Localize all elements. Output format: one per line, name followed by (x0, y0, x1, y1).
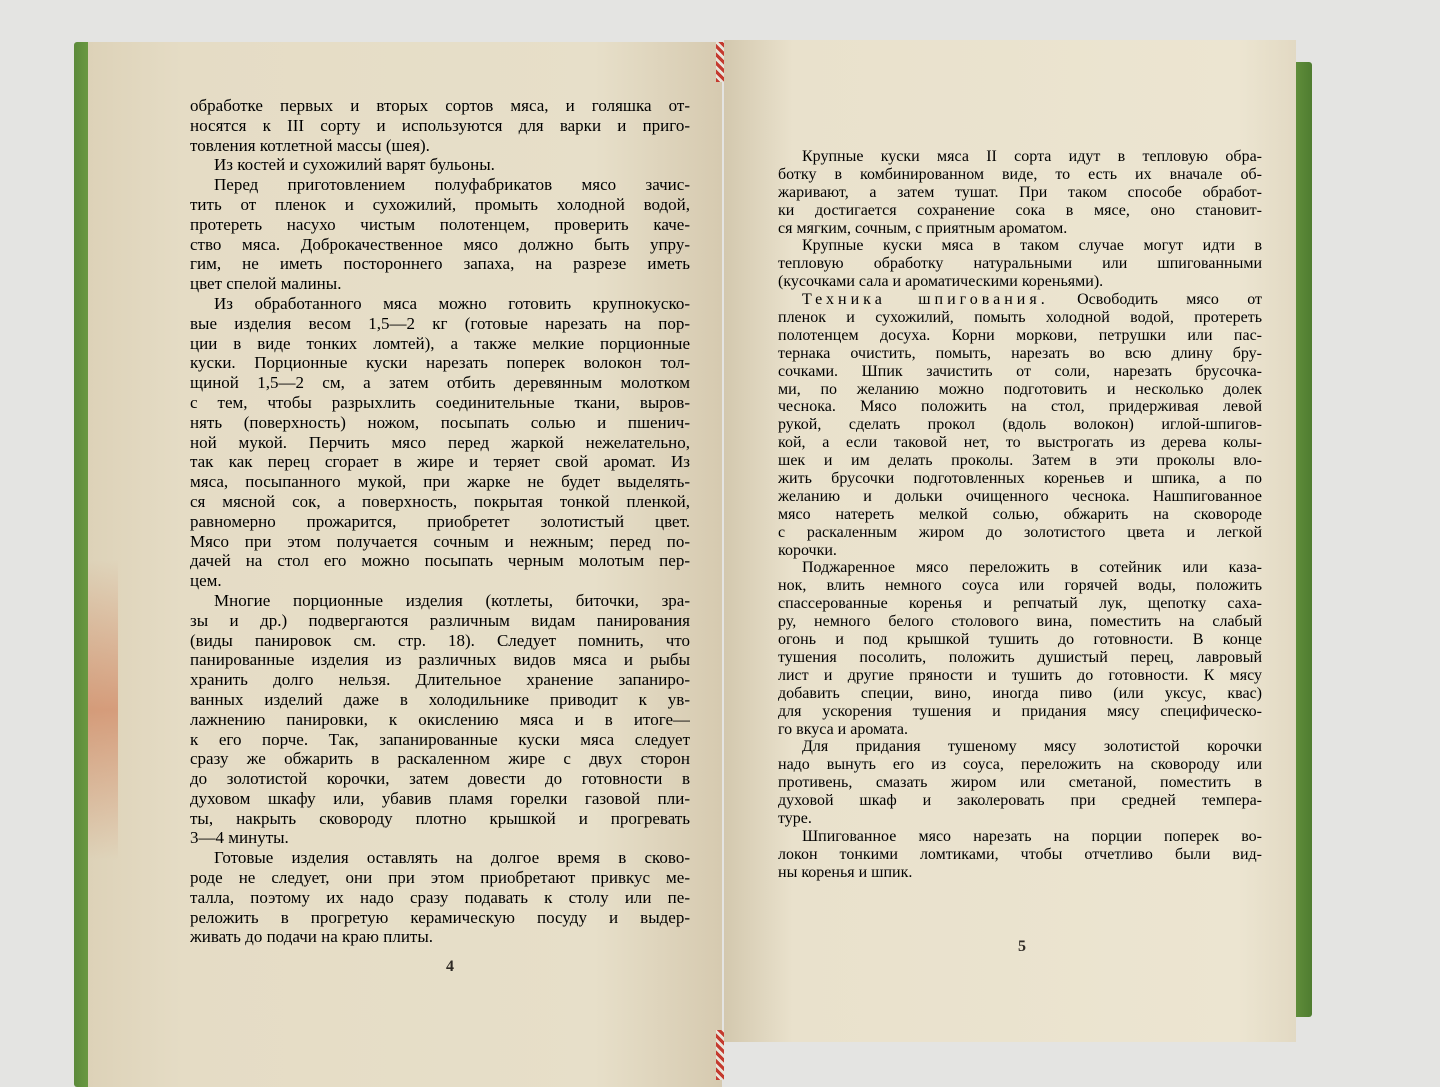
text-line (778, 327, 1262, 345)
line-text: духовом шкафу или, убавив пламя горелки газовой пли- (190, 788, 690, 808)
text-line (778, 470, 1262, 488)
line-text: так как перец сгорает в жире и теряет свой аромат. Из (190, 452, 690, 472)
text-line (778, 685, 1262, 703)
line-text: гим, не иметь постороннего запаха, на разрезе иметь (190, 254, 690, 274)
line-text: туре. (778, 809, 812, 827)
line-text: Крупные куски мяса в таком случае могут идти в (802, 237, 1262, 255)
line-text: ся мясной сок, а поверхность, покрытая тонкой пленкой, (190, 491, 690, 511)
text-line (778, 381, 1262, 399)
text-line (190, 195, 690, 215)
line-text: ки достигается сохранение сока в мясе, оно становит- (778, 201, 1262, 219)
text-line (190, 215, 690, 235)
text-line (778, 202, 1262, 220)
line-text: ной мукой. Перчить мясо перед жаркой нежелательно, (190, 432, 690, 452)
line-text: шек и им делать проколы. Затем в эти проколы вло- (778, 452, 1262, 470)
page-edge-stain (88, 560, 118, 860)
text-line (778, 595, 1262, 613)
line-text: тушения посолить, положить душистый перец, лавровый (778, 648, 1262, 666)
line-text: щиной 1,5—2 см, а затем отбить деревянным молотком (190, 373, 690, 393)
line-text: ру, немного белого столового вина, поместить на слабый (778, 613, 1262, 631)
line-text: полотенцем досуха. Корни моркови, петрушки или пас- (778, 326, 1262, 344)
line-text: ми, по желанию можно подготовить и несколько долек (778, 380, 1262, 398)
line-text: желанию и дольки очищенного чеснока. Нашпигованное (778, 487, 1262, 505)
line-text: протереть насухо чистым полотенцем, проверить каче- (190, 214, 690, 234)
text-line (778, 345, 1262, 363)
line-text: ство мяса. Доброкачественное мясо должно быть упру- (190, 234, 690, 254)
line-text: Поджаренное мясо переложить в сотейник или каза- (802, 559, 1262, 577)
text-line (190, 294, 690, 314)
line-text: надо вынуть его из соуса, переложить на сковороду или (778, 756, 1262, 774)
line-text: мясо натереть мелкой солью, обжарить на сковороде (778, 505, 1262, 523)
line-text: мяса, посыпанного мукой, при жарке не будет выделять- (190, 472, 690, 492)
text-line (190, 254, 690, 274)
text-line (190, 710, 690, 730)
line-text: духовой шкаф и заколеровать при средней темпера- (778, 792, 1262, 810)
text-line (190, 848, 690, 868)
line-text: ны коренья и шпик. (778, 863, 913, 881)
right-page-text (778, 148, 1262, 882)
text-line (190, 690, 690, 710)
text-line (778, 220, 1262, 238)
text-line (190, 116, 690, 136)
line-text: лист и другие пряности и тушить до готовности. К мясу (778, 666, 1262, 684)
line-text: Перед приготовлением полуфабрикатов мясо зачис- (214, 175, 690, 195)
text-line (190, 532, 690, 552)
text-line (778, 846, 1262, 864)
line-text: равномерно прожарится, приобретет золотистый цвет. (190, 511, 690, 531)
line-text: для ускорения тушения и придания мясу специфическо- (778, 702, 1262, 720)
text-line (778, 703, 1262, 721)
text-line (190, 868, 690, 888)
text-line (778, 524, 1262, 542)
text-line (778, 434, 1262, 452)
line-text: цем. (190, 571, 222, 591)
text-line (190, 472, 690, 492)
text-line (778, 810, 1262, 828)
text-line (190, 571, 690, 591)
text-line (778, 255, 1262, 273)
text-line (778, 309, 1262, 327)
text-line (778, 184, 1262, 202)
line-text: носятся к III сорту и используются для варки и приго- (190, 115, 690, 135)
text-line (190, 393, 690, 413)
text-line (190, 155, 690, 175)
line-text: панированные изделия из различных видов мяса и рыбы (190, 650, 690, 670)
text-line (778, 452, 1262, 470)
text-line (778, 273, 1262, 291)
line-text: ции в виде тонких ломтей), а также мелкие порционные (190, 333, 690, 353)
line-text: ся мягким, сочным, с приятным ароматом. (778, 219, 1068, 237)
line-text: Готовые изделия оставлять на долгое время в сково- (214, 848, 690, 868)
bookmark-thread-bottom (716, 1030, 724, 1080)
text-line (190, 591, 690, 611)
line-text: Крупные куски мяса II сорта идут в тепловую обра- (802, 148, 1262, 165)
text-line (778, 577, 1262, 595)
text-line (190, 927, 690, 947)
text-line (778, 166, 1262, 184)
line-text: Для придания тушеному мясу золотистой корочки (802, 738, 1262, 756)
line-text: с тем, чтобы разрыхлить соединительные ткани, выров- (190, 392, 690, 412)
line-text: талла, поэтому их надо сразу подавать к столу или пе- (190, 887, 690, 907)
text-line (190, 730, 690, 750)
text-line (190, 96, 690, 116)
line-text: тепловую обработку натуральными или шпигованными (778, 255, 1262, 273)
line-text: ботку в комбинированном виде, то есть их вначале об- (778, 165, 1262, 183)
bookmark-thread (716, 42, 724, 82)
text-line (778, 237, 1262, 255)
line-text: пленок и сухожилий, помыть холодной водой, протереть (778, 309, 1262, 327)
line-text: нок, влить немного соуса или горячей воды, положить (778, 577, 1262, 595)
line-text: зы и др.) подвергаются различным видам панирования (190, 610, 690, 630)
line-text: обработке первых и вторых сортов мяса, и голяшка от- (190, 96, 690, 115)
text-line (778, 828, 1262, 846)
line-text: дачей на стол его можно посыпать черным молотым пер- (190, 551, 690, 571)
page-number-right: 5 (1018, 938, 1026, 955)
text-line (190, 492, 690, 512)
text-line (190, 334, 690, 354)
text-line (778, 559, 1262, 577)
line-text: Шпигованное мясо нарезать на порции поперек во- (802, 827, 1262, 845)
text-line (778, 148, 1262, 166)
line-text: сочками. Шпик зачистить от соли, нарезать брусочка- (778, 362, 1262, 380)
page-number-left: 4 (446, 958, 454, 975)
text-line (190, 175, 690, 195)
section-lead: Техника шпигования. (802, 291, 1049, 309)
text-line (190, 631, 690, 651)
text-line (778, 649, 1262, 667)
text-line (778, 613, 1262, 631)
text-line (190, 353, 690, 373)
text-line (190, 413, 690, 433)
line-text: хранить долго нельзя. Длительное хранение запаниро- (190, 670, 690, 690)
text-line (778, 363, 1262, 381)
line-text: к его порче. Так, запанированные куски мяса следует (190, 729, 690, 749)
text-line (190, 274, 690, 294)
line-text: цвет спелой малины. (190, 274, 342, 294)
line-text: 3—4 минуты. (190, 828, 289, 848)
line-text: (виды панировок см. стр. 18). Следует помнить, что (190, 630, 690, 650)
line-text: (кусочками сала и ароматическими кореньями). (778, 273, 1104, 291)
text-line (778, 667, 1262, 685)
line-text: ты, накрыть сковороду плотно крышкой и прогревать (190, 808, 690, 828)
text-line (190, 749, 690, 769)
text-line (190, 452, 690, 472)
text-line (190, 433, 690, 453)
line-text: вые изделия весом 1,5—2 кг (готовые нарезать на пор- (190, 313, 690, 333)
line-text: огонь и под крышкой тушить до готовности. В конце (778, 631, 1262, 649)
line-text: противень, смазать жиром или сметаной, поместить в (778, 774, 1262, 792)
line-text: живать до подачи на краю плиты. (190, 927, 434, 947)
text-line (190, 769, 690, 789)
text-line (778, 864, 1262, 882)
text-line (190, 512, 690, 532)
text-line (778, 631, 1262, 649)
line-text: Многие порционные изделия (котлеты, биточки, зра- (214, 590, 690, 610)
text-line (778, 398, 1262, 416)
line-text: Из обработанного мяса можно готовить крупнокуско- (214, 293, 690, 313)
line-text: товления котлетной массы (шея). (190, 135, 430, 155)
line-text: Из костей и сухожилий варят бульоны. (214, 155, 495, 175)
text-line (778, 792, 1262, 810)
line-text: кой, а если таковой нет, то выстрогать из дерева колы- (778, 434, 1262, 452)
text-line (778, 756, 1262, 774)
text-line (190, 828, 690, 848)
text-line (190, 888, 690, 908)
line-text: корочки. (778, 541, 837, 559)
line-text: реложить в прогретую керамическую посуду и выдер- (190, 907, 690, 927)
line-text: локон тонкими ломтиками, чтобы отчетливо были вид- (778, 845, 1262, 863)
line-text: жаривают, а затем тушат. При таком способе обработ- (778, 183, 1262, 201)
line-text: го вкуса и аромата. (778, 720, 909, 738)
text-line (778, 774, 1262, 792)
line-text: лажнению панировки, к окислению мяса и в итоге— (190, 709, 690, 729)
line-text: тернака очистить, помыть, нарезать во всю длину бру- (778, 344, 1262, 362)
line-text: спассерованные коренья и репчатый лук, щепотку саха- (778, 595, 1262, 613)
line-text: до золотистой корочки, затем довести до готовности в (190, 769, 690, 789)
line-text: нять (поверхность) ножом, посыпать солью и пшенич- (190, 412, 690, 432)
line-text: с раскаленным жиром до золотистого цвета и легкой (778, 523, 1262, 541)
line-text: добавить специи, вино, иногда пиво (или уксус, квас) (778, 684, 1262, 702)
text-line (190, 650, 690, 670)
text-line (778, 542, 1262, 560)
text-line (190, 373, 690, 393)
text-line (778, 416, 1262, 434)
text-line (190, 611, 690, 631)
line-text: куски. Порционные куски нарезать поперек волокон тол- (190, 353, 690, 373)
text-line (190, 789, 690, 809)
line-text: роде не следует, они при этом приобретают привкус ме- (190, 868, 690, 888)
text-line (778, 506, 1262, 524)
line-text: Освободить мясо от (1048, 291, 1262, 309)
text-line (190, 314, 690, 334)
line-text: жить брусочки подготовленных кореньев и шпика, а по (778, 470, 1262, 488)
text-line (778, 291, 1262, 309)
text-line (190, 809, 690, 829)
text-line (190, 551, 690, 571)
text-line (190, 235, 690, 255)
line-text: сразу же обжарить в раскаленном жире с двух сторон (190, 749, 690, 769)
text-line (190, 908, 690, 928)
text-line (190, 136, 690, 156)
line-text: тить от пленок и сухожилий, промыть холодной водой, (190, 194, 690, 214)
line-text: Мясо при этом получается сочным и нежным; перед по- (190, 531, 690, 551)
line-text: рукой, сделать прокол (вдоль волокон) иглой-шпигов- (778, 416, 1262, 434)
text-line (778, 488, 1262, 506)
text-line (778, 721, 1262, 739)
text-line (190, 670, 690, 690)
text-line (778, 738, 1262, 756)
line-text: ванных изделий даже в холодильнике приводит к ув- (190, 689, 690, 709)
left-page-text (190, 96, 690, 947)
line-text: чеснока. Мясо положить на стол, придерживая левой (778, 398, 1262, 416)
